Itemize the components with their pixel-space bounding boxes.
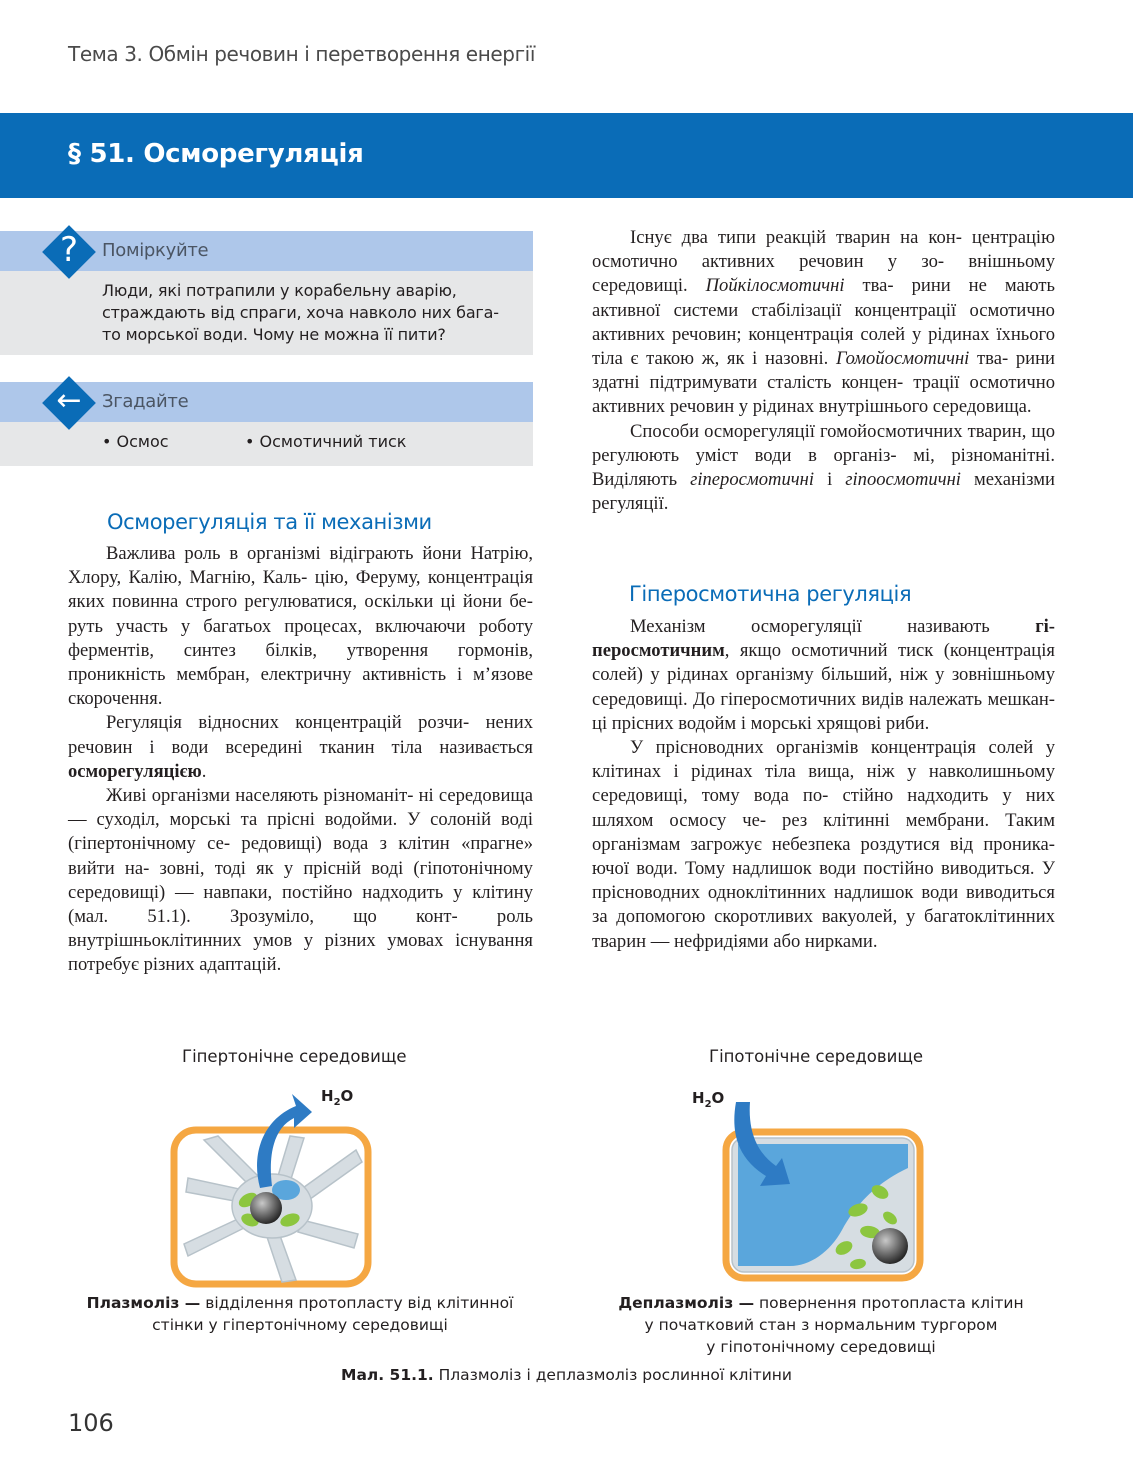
nucleus <box>250 1192 282 1224</box>
plasmolysis-illustration <box>160 1080 390 1300</box>
right-column-bottom <box>592 615 1055 954</box>
recall-box <box>0 382 533 466</box>
paragraph: У прісноводних організмів концентрація солей у клітинах і рідинах тіла вища, ніж у навколишньому середовищі, тому вода по- стійно надходить у них шляхом осмосу че- рез клітинні мембрани. Таким організмам загрожує небезпека роздутися від проника- ючої води. Тому надлишок води постійно виводиться. У прісноводних одноклітинних надлишок води виводиться за допомогою скоротливих вакуолей, у багатоклітинних тварин — нефридіями або нирками. <box>592 737 1055 952</box>
term-hyperosmotic-bold: перосмотичним <box>592 640 725 662</box>
running-head: Тема 3. Обмін речовин і перетворення енергії <box>68 42 535 66</box>
question-mark-icon: ? <box>59 230 79 270</box>
think-line: то морської води. Чому не можна її пити? <box>102 325 446 344</box>
subheading-osmoregulation: Осморегуляція та її механізми <box>107 510 432 534</box>
term-hypoosmotic: гіпоосмотичні <box>845 469 961 491</box>
term-plasmolysis: Плазмоліз — <box>86 1294 201 1312</box>
think-box <box>0 231 533 355</box>
paragraph: Регуляція відносних концентрацій розчи- нених речовин і води всередині тканин тіла називається осморегуляцією. <box>68 712 533 782</box>
recall-item: • Осмотичний тиск <box>245 432 407 451</box>
left-column <box>68 542 533 978</box>
paragraph: Способи осморегуляції гомойосмотичних тварин, що регулюють уміст води в організ- мі, різноманітні. Виділяють гіперосмотичні і гіпоосмотичні механізми регуляції. <box>592 420 1055 515</box>
h2o-label-right: $H_2O$ <box>692 1089 725 1110</box>
recall-item: • Осмос <box>102 432 169 451</box>
page-number: 106 <box>68 1409 114 1437</box>
figure-caption-hypertonic: Гіпертонічне середовище <box>182 1047 407 1066</box>
think-line: страждають від спраги, хоча навколо них бага- <box>102 303 499 322</box>
paragraph: Важлива роль в організмі відіграють йони Натрію, Хлору, Калію, Магнію, Каль- цію, Феруму, концентрація яких повинна строго регулюватися, оскільки ці йони бе- руть участь у багатьох процесах, включаючи роботу ферментів, синтез білків, утворення гормонів, проникність мембран, електричну активність і м’язове скорочення. <box>68 543 534 710</box>
recall-box-header <box>0 382 533 422</box>
term-homoiosmotic: Гомойосмотичні <box>835 348 970 370</box>
paragraph: Живі організми населяють різноманіт- ні середовища — суходіл, морські та прісні водойми. У солоній воді (гіпертонічному се- редовищі) вода з клітин «прагне» вийти на- зовні, тоді як у прісній воді (гіпотонічному середовищі) — навпаки, постійно надходить у клітину (мал. 51.1). Зрозуміло, що конт- роль внутрішньоклітинних умов у різних умовах існування потребує різних адаптацій. <box>68 785 533 976</box>
plasmolysis-description: Плазмоліз — відділення протопласту від клітинної стінки у гіпертонічному середовищі <box>86 1294 514 1334</box>
think-box-label: Поміркуйте <box>102 240 209 261</box>
nucleus <box>872 1228 908 1264</box>
h2o-label-left: $H_2O$ <box>321 1087 354 1108</box>
deplasmolysis-illustration <box>690 1080 940 1290</box>
subheading-hyperosmotic: Гіперосмотична регуляція <box>629 582 912 606</box>
arrow-left-icon: ← <box>56 383 82 418</box>
think-box-header <box>0 231 533 271</box>
term-deplasmolysis: Деплазмоліз — <box>618 1294 755 1312</box>
term-poikilosmotic: Пойкілосмотичні <box>705 275 845 297</box>
title-band <box>0 113 1133 198</box>
term-hyperosmotic: гіперосмотичні <box>690 469 815 491</box>
right-column-top <box>592 226 1055 516</box>
paragraph: Існує два типи реакцій тварин на кон- центрацію осмотично активних речовин у зо- внішньому середовищі. Пойкілосмотичні тва- рини не мають активної системи стабілізації концентрації осмотично активних речовин; концентрація солей у рідинах їхнього тіла є такою ж, як і назовні. Гомойосмотичні тва- рини здатні підтримувати сталість концен- трації осмотично активних речовин у рідинах внутрішнього середовища. <box>592 227 1056 418</box>
deplasmolysis-description: Деплазмоліз — повернення протопласта клітин у початковий стан з нормальним тургором у гіпотонічному середовищі <box>618 1294 1024 1356</box>
think-box-text <box>102 280 522 346</box>
figure-main-caption: Мал. 51.1. Плазмоліз і деплазмоліз рослинної клітини <box>341 1366 792 1384</box>
recall-box-label: Згадайте <box>102 391 189 412</box>
figure-caption-hypotonic: Гіпотонічне середовище <box>709 1047 924 1066</box>
think-line: Люди, які потрапили у корабельну аварію, <box>102 281 457 300</box>
section-title: § 51. Осморегуляція <box>68 139 364 169</box>
paragraph: Механізм осморегуляції називають гі-перосмотичним, якщо осмотичний тиск (концентрація солей) у рідинах організму більший, ніж у зовнішньому середовищі. До гіперосмотичних видів належать мешкан- ці прісних водойм і морські хрящові риби. <box>592 616 1055 734</box>
term-osmoregulation: осморегуляцією <box>68 760 202 782</box>
